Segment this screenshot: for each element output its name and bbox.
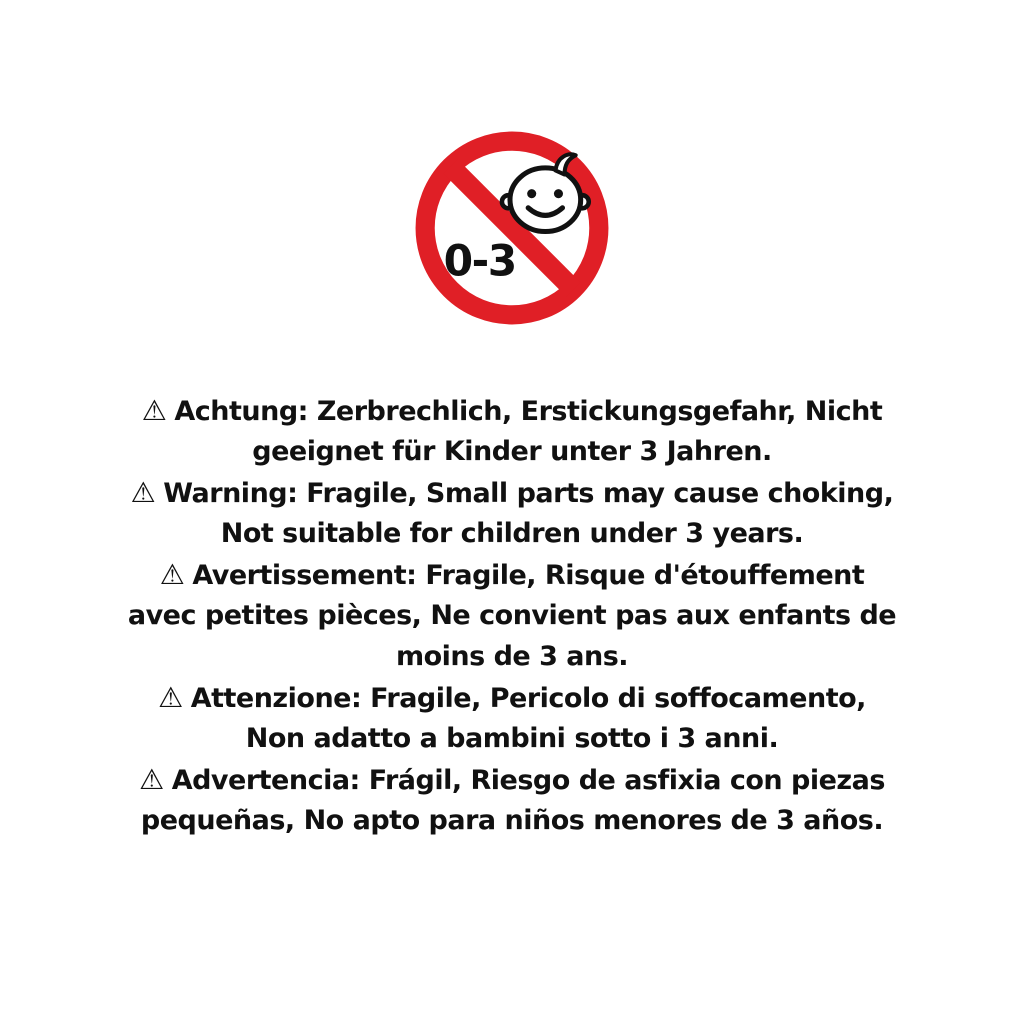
no-children-0-3-symbol bbox=[411, 127, 613, 329]
warning-triangle-icon: ⚠ bbox=[141, 394, 167, 427]
baby-left-eye bbox=[527, 189, 536, 198]
warning-line: pequeñas, No apto para niños menores de 3 años. bbox=[140, 805, 884, 836]
warning-block-italian bbox=[0, 677, 1024, 759]
warning-block-spanish bbox=[0, 759, 1024, 841]
multilingual-warnings bbox=[0, 390, 1024, 841]
warning-triangle-icon: ⚠ bbox=[158, 681, 183, 714]
warning-line bbox=[0, 677, 1024, 718]
baby-right-eye bbox=[554, 189, 563, 198]
warning-line: geeignet für Kinder unter 3 Jahren. bbox=[252, 436, 772, 467]
warning-triangle-icon: ⚠ bbox=[139, 763, 164, 796]
warning-block-english bbox=[0, 472, 1024, 554]
warning-line bbox=[0, 759, 1024, 800]
warning-block-french bbox=[0, 554, 1024, 677]
warning-triangle-icon: ⚠ bbox=[159, 558, 185, 591]
warning-line bbox=[0, 472, 1024, 513]
warning-line: Not suitable for children under 3 years. bbox=[220, 518, 804, 549]
warning-text: Warning: Fragile, Small parts may cause choking, bbox=[163, 478, 894, 509]
age-range-label: 0-3 bbox=[443, 237, 516, 287]
warning-triangle-icon: ⚠ bbox=[130, 476, 156, 509]
warning-text: Avertissement: Fragile, Risque d'étouffement bbox=[192, 560, 865, 591]
warning-line: Non adatto a bambini sotto i 3 anni. bbox=[245, 723, 779, 754]
prohibition-sign-graphic bbox=[411, 127, 613, 329]
warning-text: Achtung: Zerbrechlich, Erstickungsgefahr, Nicht bbox=[174, 396, 883, 427]
warning-line bbox=[0, 390, 1024, 431]
warning-line: moins de 3 ans. bbox=[395, 641, 629, 672]
warning-line bbox=[0, 554, 1024, 595]
warning-text: Attenzione: Fragile, Pericolo di soffocamento, bbox=[190, 683, 866, 714]
warning-block-german bbox=[0, 390, 1024, 472]
warning-text: Advertencia: Frágil, Riesgo de asfixia con piezas bbox=[171, 765, 885, 796]
warning-line: avec petites pièces, Ne convient pas aux enfants de bbox=[127, 600, 897, 631]
baby-head bbox=[510, 168, 581, 232]
